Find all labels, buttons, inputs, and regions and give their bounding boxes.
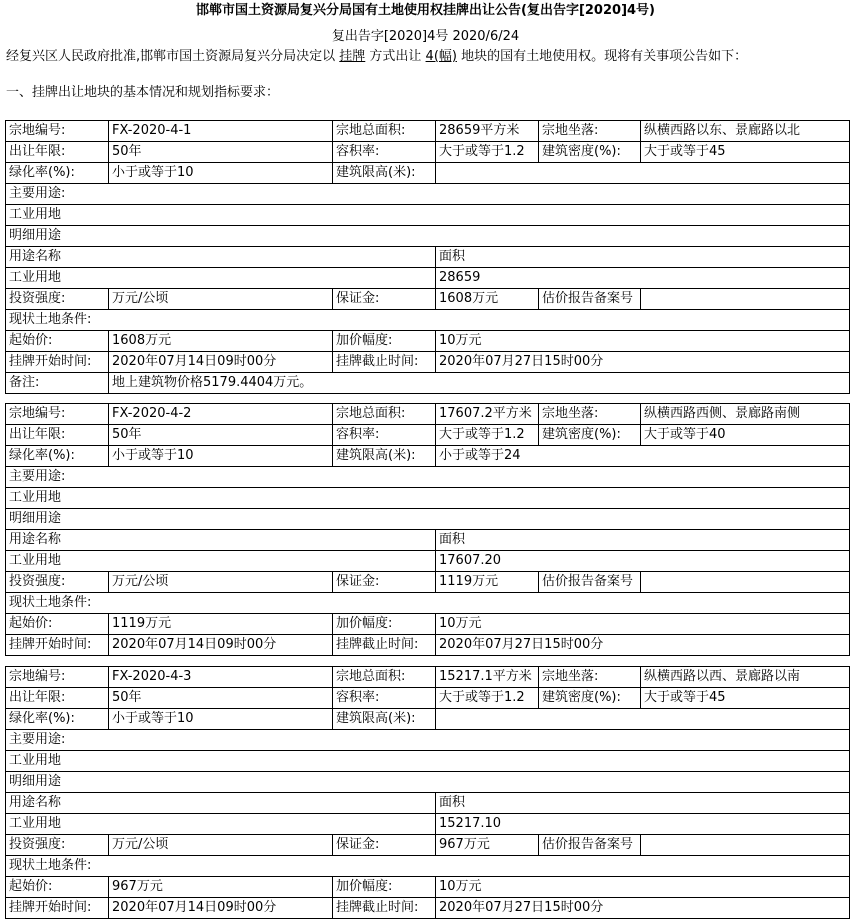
term-value: 50年 xyxy=(109,688,333,709)
start-price-label: 起始价: xyxy=(6,331,109,352)
remark-value: 地上建筑物价格5179.4404万元。 xyxy=(109,373,850,394)
parcel-block-3 xyxy=(5,666,849,919)
use-area-value: 28659 xyxy=(436,268,850,289)
start-price-label: 起始价: xyxy=(6,877,109,898)
end-time-value: 2020年07月27日15时00分 xyxy=(436,352,850,373)
table-row xyxy=(6,772,850,793)
start-price-value: 1608万元 xyxy=(109,331,333,352)
green-value: 小于或等于10 xyxy=(109,163,333,184)
table-row xyxy=(6,551,850,572)
table-row xyxy=(6,352,850,373)
location-value: 纵横西路西侧、景廊路南侧 xyxy=(641,404,850,425)
term-label: 出让年限: xyxy=(6,425,109,446)
appraisal-value xyxy=(641,835,850,856)
appraisal-label: 估价报告备案号 xyxy=(539,289,641,310)
table-row xyxy=(6,688,850,709)
intro-text-b: 方式出让 xyxy=(365,49,426,64)
location-label: 宗地坐落: xyxy=(539,121,641,142)
invest-value: 万元/公顷 xyxy=(109,835,333,856)
appraisal-label: 估价报告备案号 xyxy=(539,572,641,593)
density-label: 建筑密度(%): xyxy=(539,688,641,709)
code-value: FX-2020-4-2 xyxy=(109,404,333,425)
far-value: 大于或等于1.2 xyxy=(436,688,539,709)
code-label: 宗地编号: xyxy=(6,121,109,142)
parcel-block-1 xyxy=(5,120,849,394)
invest-value: 万元/公顷 xyxy=(109,572,333,593)
table-row xyxy=(6,635,850,656)
invest-label: 投资强度: xyxy=(6,572,109,593)
location-value: 纵横西路以东、景廊路以北 xyxy=(641,121,850,142)
density-label: 建筑密度(%): xyxy=(539,425,641,446)
start-time-value: 2020年07月14日09时00分 xyxy=(109,352,333,373)
deposit-label: 保证金: xyxy=(333,572,436,593)
start-time-value: 2020年07月14日09时00分 xyxy=(109,898,333,919)
term-value: 50年 xyxy=(109,425,333,446)
table-row xyxy=(6,310,850,331)
use-area-value: 17607.20 xyxy=(436,551,850,572)
end-time-value: 2020年07月27日15时00分 xyxy=(436,898,850,919)
condition-label: 现状土地条件: xyxy=(6,856,850,877)
condition-label: 现状土地条件: xyxy=(6,593,850,614)
table-row xyxy=(6,425,850,446)
table-row xyxy=(6,856,850,877)
table-row xyxy=(6,404,850,425)
table-row xyxy=(6,614,850,635)
area-value: 15217.1平方米 xyxy=(436,667,539,688)
term-label: 出让年限: xyxy=(6,688,109,709)
table-row xyxy=(6,593,850,614)
appraisal-value xyxy=(641,289,850,310)
intro-text-a: 经复兴区人民政府批准,邯郸市国土资源局复兴分局决定以 xyxy=(6,49,340,64)
main-use-value: 工业用地 xyxy=(6,205,850,226)
table-row xyxy=(6,467,850,488)
use-name-value: 工业用地 xyxy=(6,551,436,572)
far-label: 容积率: xyxy=(333,142,436,163)
increment-value: 10万元 xyxy=(436,614,850,635)
area-label: 宗地总面积: xyxy=(333,121,436,142)
parcel-table xyxy=(5,120,850,394)
use-area-header: 面积 xyxy=(436,793,850,814)
use-area-header: 面积 xyxy=(436,530,850,551)
table-row xyxy=(6,751,850,772)
use-name-header: 用途名称 xyxy=(6,247,436,268)
start-price-value: 967万元 xyxy=(109,877,333,898)
code-value: FX-2020-4-1 xyxy=(109,121,333,142)
invest-label: 投资强度: xyxy=(6,835,109,856)
code-label: 宗地编号: xyxy=(6,404,109,425)
main-use-label: 主要用途: xyxy=(6,730,850,751)
table-row xyxy=(6,226,850,247)
table-row xyxy=(6,184,850,205)
use-name-value: 工业用地 xyxy=(6,268,436,289)
table-row xyxy=(6,572,850,593)
green-label: 绿化率(%): xyxy=(6,446,109,467)
table-row xyxy=(6,530,850,551)
height-label: 建筑限高(米): xyxy=(333,163,436,184)
location-value: 纵横西路以西、景廊路以南 xyxy=(641,667,850,688)
start-price-value: 1119万元 xyxy=(109,614,333,635)
far-label: 容积率: xyxy=(333,425,436,446)
density-value: 大于或等于45 xyxy=(641,142,850,163)
green-value: 小于或等于10 xyxy=(109,709,333,730)
height-value xyxy=(436,163,850,184)
start-time-label: 挂牌开始时间: xyxy=(6,898,109,919)
intro-count: 4(幅) xyxy=(425,49,457,64)
condition-label: 现状土地条件: xyxy=(6,310,850,331)
start-price-label: 起始价: xyxy=(6,614,109,635)
green-label: 绿化率(%): xyxy=(6,163,109,184)
increment-label: 加价幅度: xyxy=(333,614,436,635)
far-label: 容积率: xyxy=(333,688,436,709)
code-value: FX-2020-4-3 xyxy=(109,667,333,688)
main-use-label: 主要用途: xyxy=(6,184,850,205)
deposit-value: 1608万元 xyxy=(436,289,539,310)
height-value xyxy=(436,709,850,730)
table-row xyxy=(6,373,850,394)
announcement-number: 复出告字[2020]4号 2020/6/24 xyxy=(331,29,520,44)
code-label: 宗地编号: xyxy=(6,667,109,688)
table-row xyxy=(6,898,850,919)
table-row xyxy=(6,121,850,142)
section-heading: 一、挂牌出让地块的基本情况和规划指标要求： xyxy=(6,85,280,100)
use-area-value: 15217.10 xyxy=(436,814,850,835)
parcel-table xyxy=(5,666,850,919)
table-row xyxy=(6,268,850,289)
deposit-value: 1119万元 xyxy=(436,572,539,593)
table-row xyxy=(6,331,850,352)
density-value: 大于或等于40 xyxy=(641,425,850,446)
table-row xyxy=(6,289,850,310)
deposit-label: 保证金: xyxy=(333,835,436,856)
main-use-value: 工业用地 xyxy=(6,488,850,509)
table-row xyxy=(6,730,850,751)
end-time-label: 挂牌截止时间: xyxy=(333,352,436,373)
table-row xyxy=(6,667,850,688)
deposit-value: 967万元 xyxy=(436,835,539,856)
remark-label: 备注: xyxy=(6,373,109,394)
table-row xyxy=(6,877,850,898)
detail-use-label: 明细用途 xyxy=(6,226,850,247)
table-row xyxy=(6,247,850,268)
area-value: 28659平方米 xyxy=(436,121,539,142)
term-value: 50年 xyxy=(109,142,333,163)
table-row xyxy=(6,446,850,467)
start-time-value: 2020年07月14日09时00分 xyxy=(109,635,333,656)
area-label: 宗地总面积: xyxy=(333,667,436,688)
use-name-value: 工业用地 xyxy=(6,814,436,835)
height-label: 建筑限高(米): xyxy=(333,709,436,730)
far-value: 大于或等于1.2 xyxy=(436,142,539,163)
area-value: 17607.2平方米 xyxy=(436,404,539,425)
main-use-value: 工业用地 xyxy=(6,751,850,772)
increment-label: 加价幅度: xyxy=(333,331,436,352)
increment-value: 10万元 xyxy=(436,331,850,352)
main-use-label: 主要用途: xyxy=(6,467,850,488)
table-row xyxy=(6,709,850,730)
invest-label: 投资强度: xyxy=(6,289,109,310)
appraisal-value xyxy=(641,572,850,593)
table-row xyxy=(6,814,850,835)
table-row xyxy=(6,142,850,163)
deposit-label: 保证金: xyxy=(333,289,436,310)
table-row xyxy=(6,835,850,856)
start-time-label: 挂牌开始时间: xyxy=(6,352,109,373)
location-label: 宗地坐落: xyxy=(539,667,641,688)
table-row xyxy=(6,793,850,814)
parcel-block-2 xyxy=(5,403,849,656)
table-row xyxy=(6,488,850,509)
location-label: 宗地坐落: xyxy=(539,404,641,425)
green-value: 小于或等于10 xyxy=(109,446,333,467)
end-time-label: 挂牌截止时间: xyxy=(333,898,436,919)
table-row xyxy=(6,509,850,530)
detail-use-label: 明细用途 xyxy=(6,509,850,530)
table-row xyxy=(6,205,850,226)
height-label: 建筑限高(米): xyxy=(333,446,436,467)
parcel-table xyxy=(5,403,850,656)
end-time-value: 2020年07月27日15时00分 xyxy=(436,635,850,656)
intro-paragraph xyxy=(6,48,747,66)
intro-method: 挂牌 xyxy=(339,49,366,64)
detail-use-label: 明细用途 xyxy=(6,772,850,793)
invest-value: 万元/公顷 xyxy=(109,289,333,310)
increment-value: 10万元 xyxy=(436,877,850,898)
term-label: 出让年限: xyxy=(6,142,109,163)
use-name-header: 用途名称 xyxy=(6,530,436,551)
density-label: 建筑密度(%): xyxy=(539,142,641,163)
end-time-label: 挂牌截止时间: xyxy=(333,635,436,656)
appraisal-label: 估价报告备案号 xyxy=(539,835,641,856)
table-row xyxy=(6,163,850,184)
use-name-header: 用途名称 xyxy=(6,793,436,814)
use-area-header: 面积 xyxy=(436,247,850,268)
start-time-label: 挂牌开始时间: xyxy=(6,635,109,656)
far-value: 大于或等于1.2 xyxy=(436,425,539,446)
area-label: 宗地总面积: xyxy=(333,404,436,425)
density-value: 大于或等于45 xyxy=(641,688,850,709)
green-label: 绿化率(%): xyxy=(6,709,109,730)
page-title: 邯郸市国土资源局复兴分局国有土地使用权挂牌出让公告(复出告字[2020]4号) xyxy=(196,3,655,18)
intro-text-c: 地块的国有土地使用权。现将有关事项公告如下： xyxy=(456,49,748,64)
increment-label: 加价幅度: xyxy=(333,877,436,898)
height-value: 小于或等于24 xyxy=(436,446,850,467)
